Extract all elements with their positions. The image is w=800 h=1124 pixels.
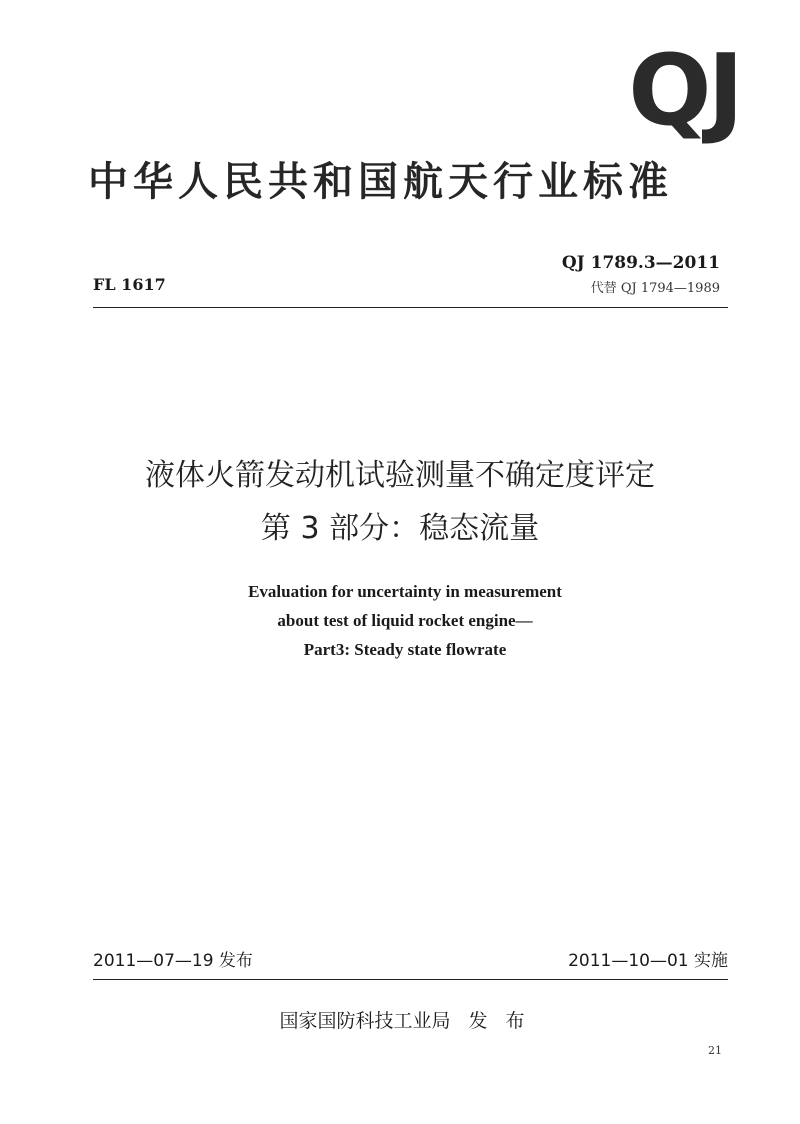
replaces-standard: 代替 QJ 1794—1989 bbox=[590, 281, 720, 296]
qj-logo: QJ bbox=[628, 34, 740, 148]
header-divider bbox=[93, 307, 728, 308]
issuer bbox=[0, 1006, 800, 1033]
page-number: 21 bbox=[708, 1044, 722, 1057]
footer-divider bbox=[93, 979, 728, 980]
title-en-line1: Evaluation for uncertainty in measurement bbox=[248, 582, 562, 601]
issuer-action: 发 布 bbox=[468, 1010, 531, 1032]
issue-date: 2011—07—19 发布 bbox=[93, 951, 253, 971]
title-en-line2: about test of liquid rocket engine— bbox=[277, 611, 533, 630]
standard-org-title: 中华人民共和国航天行业标准 bbox=[88, 159, 673, 205]
classification-code: FL 1617 bbox=[93, 275, 166, 294]
title-cn-line1: 液体火箭发动机试验测量不确定度评定 bbox=[145, 458, 655, 493]
issuer-name: 国家国防科技工业局 bbox=[279, 1010, 451, 1032]
effective-date: 2011—10—01 实施 bbox=[568, 951, 728, 971]
title-cn-line2: 第 3 部分：稳态流量 bbox=[260, 511, 540, 546]
standard-number: QJ 1789.3—2011 bbox=[561, 253, 720, 273]
title-en-line3: Part3: Steady state flowrate bbox=[303, 640, 507, 659]
